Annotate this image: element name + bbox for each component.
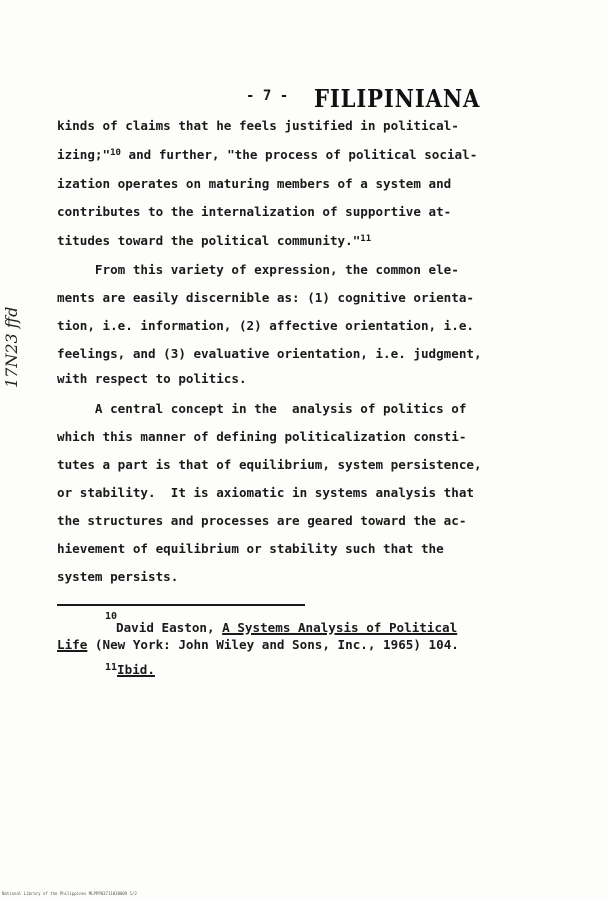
footnote-11 <box>105 660 155 677</box>
body-line <box>57 149 477 162</box>
filipiniana-stamp: FILIPINIANA <box>314 84 481 113</box>
body-line: which this manner of defining politicalization consti- <box>57 429 467 444</box>
text-run: (New York: John Wiley and Sons, Inc., 1965) 104. <box>87 637 459 652</box>
body-line <box>57 235 371 248</box>
body-line: or stability. It is axiomatic in systems analysis that <box>57 485 475 500</box>
footnote-number-11: 11 <box>105 662 118 673</box>
body-line: A central concept in the analysis of politics of <box>57 401 467 416</box>
body-line: with respect to politics. <box>57 371 247 386</box>
archive-id: National Library of the Philippines MLPPP03711030009 1/2 <box>2 891 137 896</box>
footnote-10-line1 <box>116 622 457 635</box>
body-line: tion, i.e. information, (2) affective orientation, i.e. <box>57 318 475 333</box>
body-line: ments are easily discernible as: (1) cognitive orienta- <box>57 290 475 305</box>
book-title: Life <box>57 637 88 652</box>
page-number: - 7 - <box>246 88 289 104</box>
text-run: izing;" <box>57 147 111 162</box>
book-title: A Systems Analysis of Political <box>222 620 458 635</box>
ibid: Ibid. <box>117 662 155 677</box>
text-run: titudes toward the political community." <box>57 233 361 248</box>
body-line: kinds of claims that he feels justified in political- <box>57 118 459 133</box>
body-line: tutes a part is that of equilibrium, system persistence, <box>57 457 482 472</box>
body-line: feelings, and (3) evaluative orientation, i.e. judgment, <box>57 346 482 361</box>
body-line: contributes to the internalization of supportive at- <box>57 204 452 219</box>
footnote-ref-11: 11 <box>360 234 372 244</box>
margin-handwritten-note: 17N23 ffd <box>2 306 21 388</box>
body-line: the structures and processes are geared toward the ac- <box>57 513 467 528</box>
text-run: and further, "the process of political social- <box>120 147 478 162</box>
footnote-number-10: 10 <box>105 611 118 622</box>
text-run: David Easton, <box>116 620 223 635</box>
body-line: From this variety of expression, the common ele- <box>57 262 459 277</box>
body-line: hievement of equilibrium or stability such that the <box>57 541 444 556</box>
footnote-ref-10: 10 <box>110 148 121 158</box>
body-line: ization operates on maturing members of a system and <box>57 176 452 191</box>
body-line: system persists. <box>57 569 179 584</box>
footnote-10-line2 <box>57 639 459 652</box>
footnote-divider <box>57 604 305 606</box>
